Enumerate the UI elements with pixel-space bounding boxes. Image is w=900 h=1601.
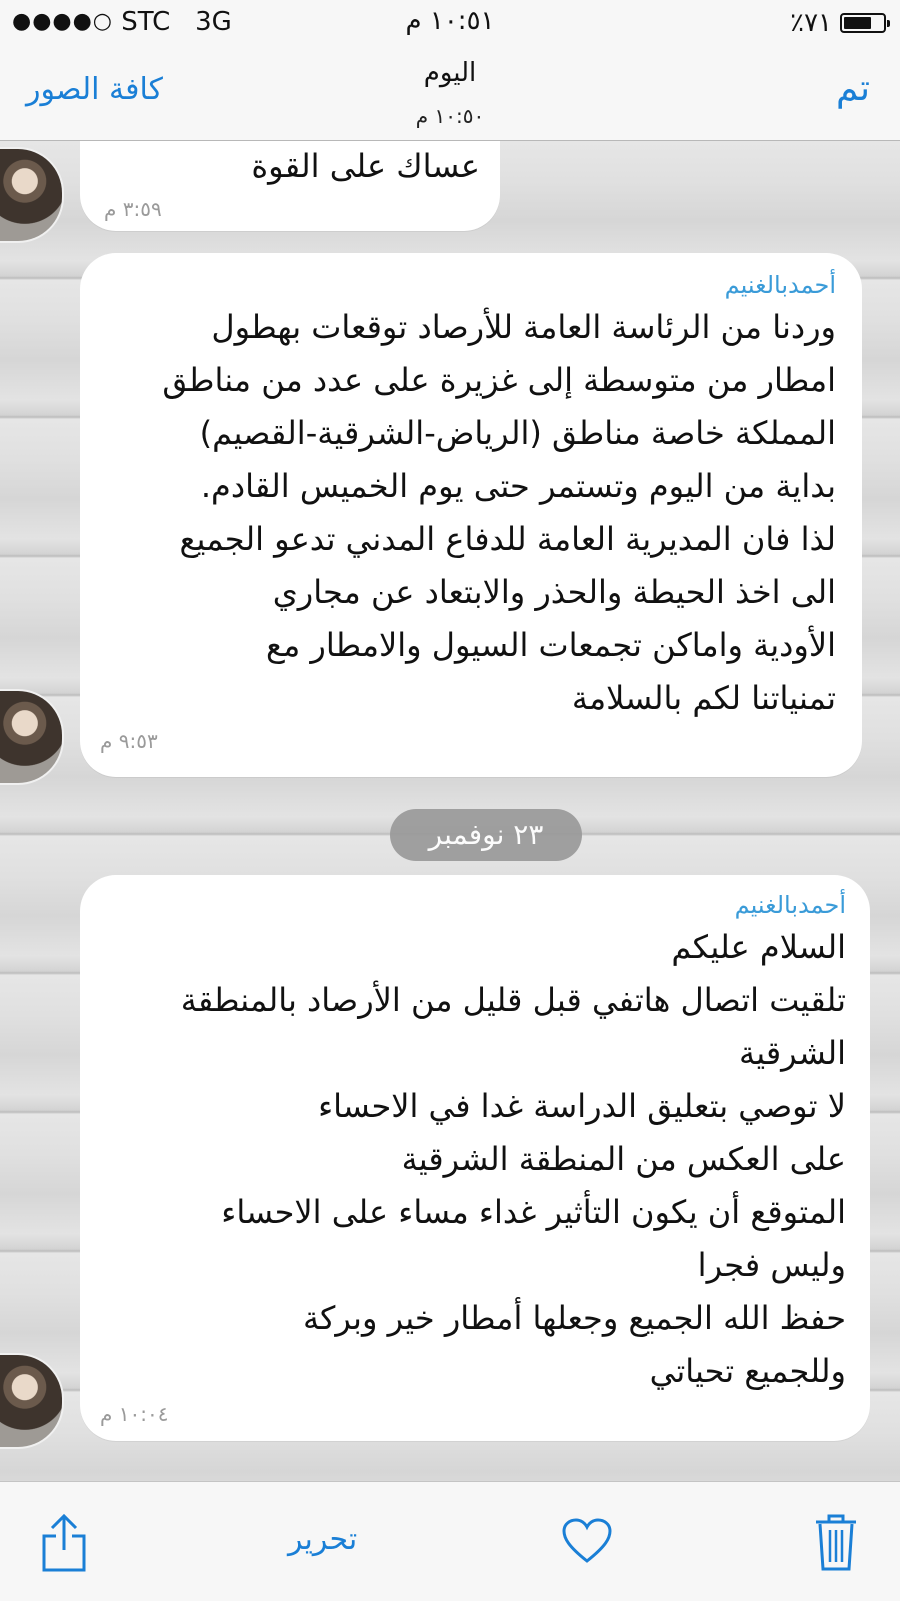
done-button[interactable]: تم: [836, 68, 870, 109]
message-bubble: [80, 875, 870, 1441]
battery-icon: [840, 13, 886, 33]
all-photos-button[interactable]: كافة الصور: [26, 72, 163, 107]
message-text: السلام عليكم تلقيت اتصال هاتفي قبل قليل من الأرصاد بالمنطقة الشرقية لا توصي بتعليق الدراسة غدا في الاحساء على العكس من المنطقة الشرقية المتوقع أن يكون التأثير غداء مساء على الاحساء وليس فجرا حفظ الله الجميع وجعلها أمطار خير وبركة وللجميع تحياتي: [180, 928, 846, 1390]
status-time: ١٠:٥١ م: [405, 6, 495, 36]
share-icon[interactable]: [40, 1512, 88, 1578]
heart-icon[interactable]: [562, 1518, 612, 1568]
message-sender: أحمدبالغنيم: [734, 891, 846, 919]
message-time: ١٠:٠٤ م: [100, 1402, 169, 1426]
trash-icon[interactable]: [814, 1512, 858, 1576]
message-text: عساك على القوة: [251, 147, 480, 185]
carrier-name: STC: [121, 7, 171, 37]
battery-fill: [844, 17, 871, 29]
message-sender: أحمدبالغنيم: [724, 271, 836, 299]
message-time: ٩:٥٣ م: [100, 729, 158, 753]
network-type: 3G: [195, 7, 232, 37]
nav-subtitle: ١٠:٥٠ م: [415, 104, 485, 128]
avatar: [0, 1353, 64, 1449]
status-bar: [0, 0, 900, 44]
message-text: وردنا من الرئاسة العامة للأرصاد توقعات بهطول امطار من متوسطة إلى غزيرة على عدد من مناطق المملكة خاصة مناطق (الرياض-الشرقية-القصيم) بداية من اليوم وتستمر حتى يوم الخميس القادم. لذا فان المديرية العامة للدفاع المدني تدعو الجميع الى اخذ الحيطة والحذر والابتعاد عن مجاري الأودية واماكن تجمعات السيول والامطار مع تمنياتنا لكم بالسلامة: [162, 308, 836, 717]
signal-strength: ●●●●○: [12, 9, 113, 34]
edit-button[interactable]: تحرير: [288, 1522, 358, 1557]
chat-screenshot: [0, 141, 900, 1481]
battery-percent: ٪٧١: [790, 8, 832, 38]
message-bubble: [80, 141, 500, 231]
date-separator: ٢٣ نوفمبر: [390, 809, 582, 861]
message-time: ٣:٥٩ م: [104, 197, 162, 221]
battery-status: [790, 8, 886, 38]
bottom-toolbar: [0, 1481, 900, 1601]
nav-title: اليوم: [423, 58, 477, 88]
avatar: [0, 689, 64, 785]
message-bubble: [80, 253, 862, 777]
nav-bar: [0, 44, 900, 141]
avatar: [0, 147, 64, 243]
